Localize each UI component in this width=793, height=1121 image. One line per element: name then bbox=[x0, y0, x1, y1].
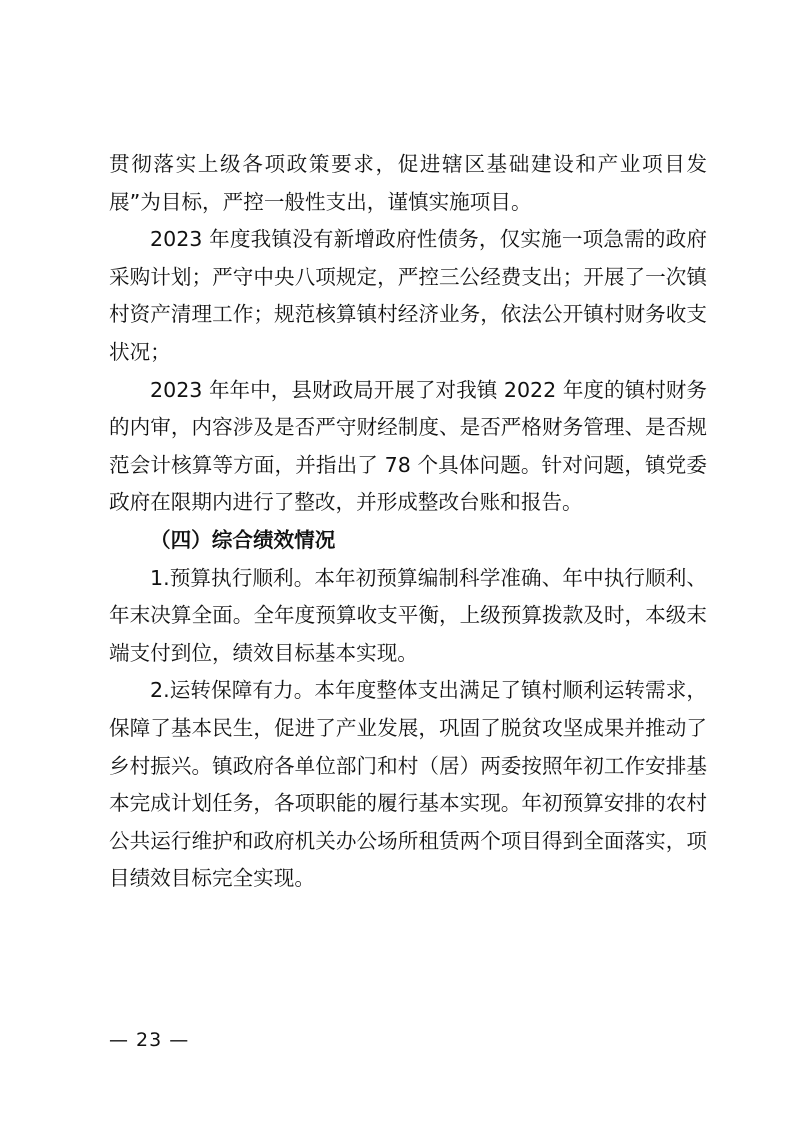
paragraph-budget-execution: 1.预算执行顺利。本年初预算编制科学准确、年中执行顺利、年末决算全面。全年度预算收支平衡，上级预算拨款及时，本级末端支付到位，绩效目标基本实现。 bbox=[109, 565, 707, 665]
paragraph-policy-goal: 贯彻落实上级各项政策要求，促进辖区基础建设和产业项目发展”为目标，严控一般性支出，谨慎实施项目。 bbox=[109, 152, 707, 214]
paragraph-internal-audit: 2023 年年中，县财政局开展了对我镇 2022 年度的镇村财务的内审，内容涉及是否严守财经制度、是否严格财务管理、是否规范会计核算等方面，并指出了 78 个具体问题。针对问题，镇党委政府在限期内进行了整改，并形成整改台账和报告。 bbox=[109, 377, 707, 515]
document-body bbox=[109, 146, 707, 898]
paragraph-debt-procurement: 2023 年度我镇没有新增政府性债务，仅实施一项急需的政府采购计划；严守中央八项规定，严控三公经费支出；开展了一次镇村资产清理工作；规范核算镇村经济业务，依法公开镇村财务收支状况； bbox=[109, 227, 707, 364]
paragraph-operation-guarantee: 2.运转保障有力。本年度整体支出满足了镇村顺利运转需求，保障了基本民生，促进了产业发展，巩固了脱贫攻坚成果并推动了乡村振兴。镇政府各单位部门和村（居）两委按照年初工作安排基本完成计划任务，各项职能的履行基本实现。年初预算安排的农村公共运行维护和政府机关办公场所租赁两个项目得到全面落实，项目绩效目标完全实现。 bbox=[109, 678, 707, 891]
page-number: — 23 — bbox=[109, 1029, 190, 1051]
section-heading-overall-performance: （四）综合绩效情况 bbox=[150, 527, 336, 552]
